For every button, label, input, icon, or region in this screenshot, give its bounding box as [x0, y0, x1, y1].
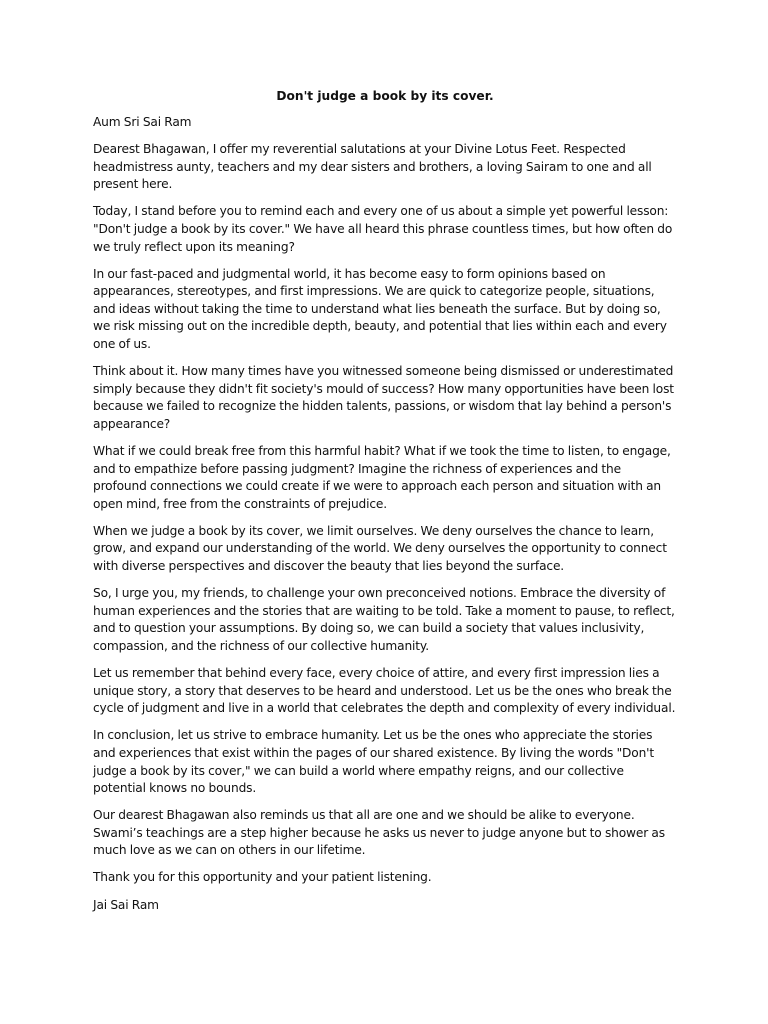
paragraph-break-free: What if we could break free from this harmful habit? What if we took the time to listen, to engage, and to empathize before passing judgment? Imagine the richness of experiences and the profound connections we could create if we were to approach each person and situation with an open mind, free from the constraints of prejudice.	[93, 444, 671, 511]
paragraph-remember: Let us remember that behind every face, every choice of attire, and every first impression lies a unique story, a story that deserves to be heard and understood. Let us be the ones who break the cycle of judgment and live in a world that celebrates the depth and complexity of every individual.	[93, 666, 676, 716]
paragraph-greeting: Dearest Bhagawan, I offer my reverential salutations at your Divine Lotus Feet. Respected headmistress aunty, teachers and my dear sisters and brothers, a loving Sairam to one and all present here.	[93, 142, 652, 192]
paragraph-think-about-it: Think about it. How many times have you witnessed someone being dismissed or underestimated simply because they didn't fit society's mould of success? How many opportunities have been lost because we failed to recognize the hidden talents, passions, or wisdom that lay behind a person's appearance?	[93, 364, 674, 431]
paragraph-limit-ourselves: When we judge a book by its cover, we limit ourselves. We deny ourselves the chance to learn, grow, and expand our understanding of the world. We deny ourselves the opportunity to connect with diverse perspectives and discover the beauty that lies beyond the surface.	[93, 523, 667, 574]
paragraph-thank-you: Thank you for this opportunity and your patient listening.	[93, 870, 432, 885]
document-body	[93, 87, 677, 924]
document-title: Don't judge a book by its cover.	[276, 89, 494, 103]
paragraph-bhagawan: Our dearest Bhagawan also reminds us that all are one and we should be alike to everyone. Swami’s teachings are a step higher because he asks us never to judge anyone but to shower as much love as we can on others in our lifetime.	[93, 808, 665, 858]
salutation-line: Aum Sri Sai Ram	[93, 115, 192, 129]
paragraph-judgmental-world: In our fast-paced and judgmental world, it has become easy to form opinions based on appearances, stereotypes, and first impressions. We are quick to categorize people, situations, and ideas without taking the time to understand what lies beneath the surface. But by doing so, we risk missing out on the incredible depth, beauty, and potential that lies within each and every one of us.	[93, 266, 667, 352]
paragraph-introduction: Today, I stand before you to remind each and every one of us about a simple yet powerful lesson: "Don't judge a book by its cover." We have all heard this phrase countless times, but how often do we truly reflect upon its meaning?	[93, 204, 673, 254]
paragraph-urge-you: So, I urge you, my friends, to challenge your own preconceived notions. Embrace the diversity of human experiences and the stories that are waiting to be told. Take a moment to pause, to reflect, and to question your assumptions. By doing so, we can build a society that values inclusivity, compassion, and the richness of our collective humanity.	[93, 586, 675, 653]
closing-line: Jai Sai Ram	[93, 897, 159, 912]
paragraph-conclusion: In conclusion, let us strive to embrace humanity. Let us be the ones who appreciate the stories and experiences that exist within the pages of our shared existence. By living the words "Don't judge a book by its cover," we can build a world where empathy reigns, and our collective potential knows no bounds.	[93, 728, 654, 796]
